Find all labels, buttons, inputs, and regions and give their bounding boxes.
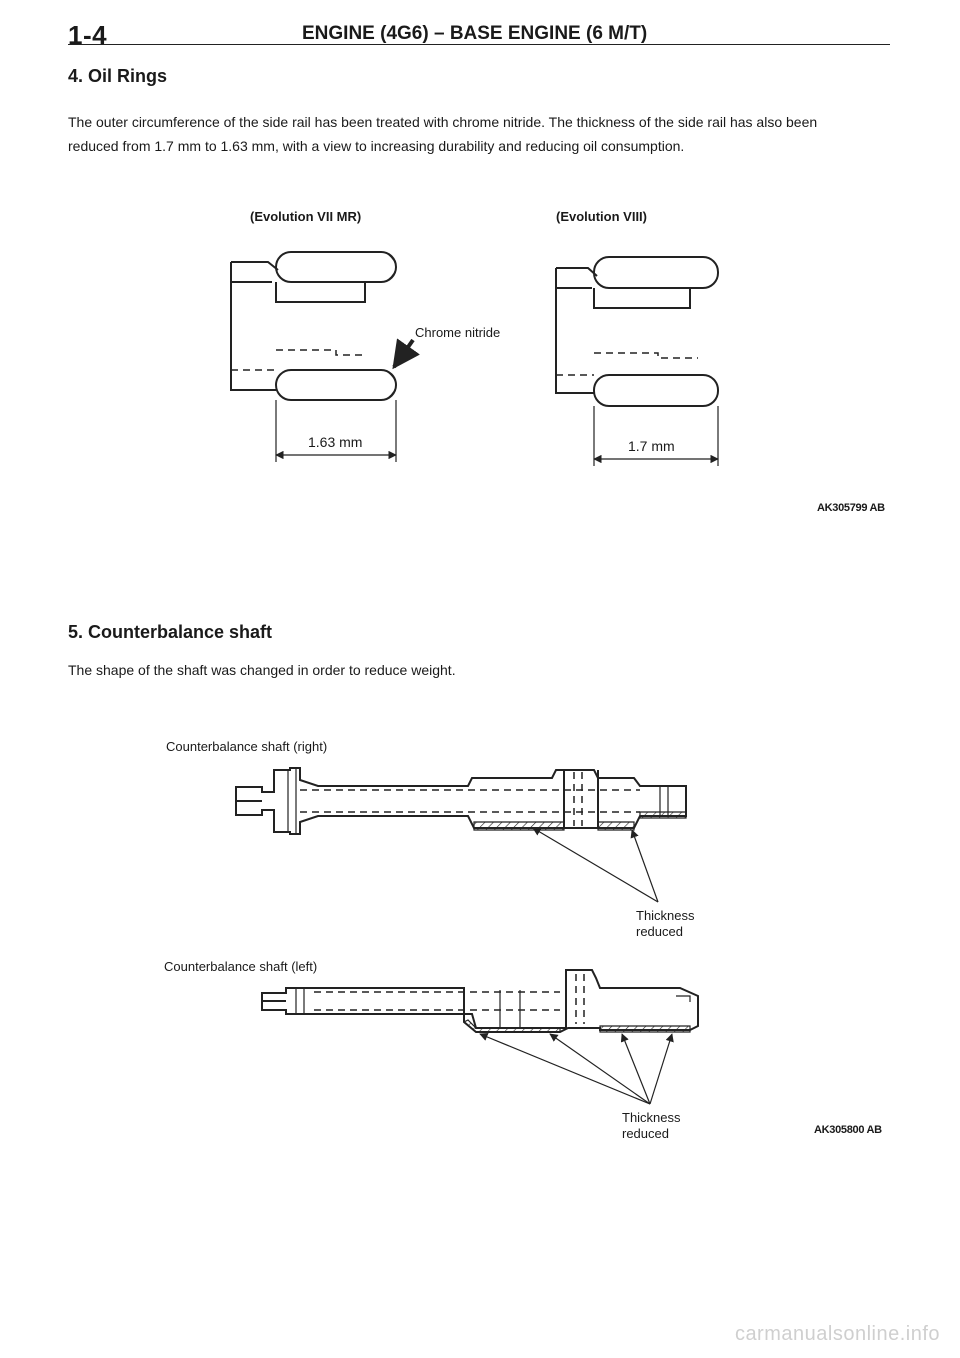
counterbalance-shaft-right (236, 768, 686, 834)
caption-evolution-viii: (Evolution VIII) (556, 209, 647, 224)
thickness-reduced-arrows-left (480, 1034, 672, 1104)
callout-chrome-nitride: Chrome nitride (415, 325, 501, 340)
callout-line-1: Thickness (636, 908, 695, 923)
callout-thickness-reduced-left (622, 1110, 681, 1142)
callout-line-2: reduced (622, 1126, 669, 1141)
section-body-oil-rings: The outer circumference of the side rail has been treated with chrome nitride. The thickness of the side rail has also been reduced from 1.7 mm to 1.63 mm, with a view to increasing durability and reducing oil consumption. (68, 114, 818, 154)
figure-code-oil-rings: AK305799 AB (817, 502, 885, 514)
page-number: 1-4 (68, 20, 108, 50)
counterbalance-shaft-left (262, 970, 698, 1032)
section-body-counterbalance-shaft: The shape of the shaft was changed in order to reduce weight. (68, 662, 456, 678)
thickness-reduced-arrows-right (533, 828, 658, 902)
label-counterbalance-shaft-left: Counterbalance shaft (left) (164, 959, 318, 974)
oil-ring-evolution-vii-mr (231, 252, 396, 462)
callout-thickness-reduced-right (636, 908, 695, 940)
section-heading-oil-rings: 4. Oil Rings (68, 66, 168, 86)
callout-line-1: Thickness (622, 1110, 681, 1125)
page-title: ENGINE (4G6) – BASE ENGINE (6 M/T) (302, 23, 648, 44)
callout-line-2: reduced (636, 924, 683, 939)
section-heading-counterbalance-shaft: 5. Counterbalance shaft (68, 622, 273, 642)
oil-ring-evolution-viii (556, 257, 718, 466)
watermark: carmanualsonline.info (734, 1323, 940, 1345)
dimension-label-1-7mm: 1.7 mm (628, 438, 675, 454)
label-counterbalance-shaft-right: Counterbalance shaft (right) (166, 739, 328, 754)
dimension-label-1-63mm: 1.63 mm (308, 434, 363, 450)
caption-evolution-vii-mr: (Evolution VII MR) (250, 209, 362, 224)
figure-code-counterbalance: AK305800 AB (814, 1124, 882, 1136)
